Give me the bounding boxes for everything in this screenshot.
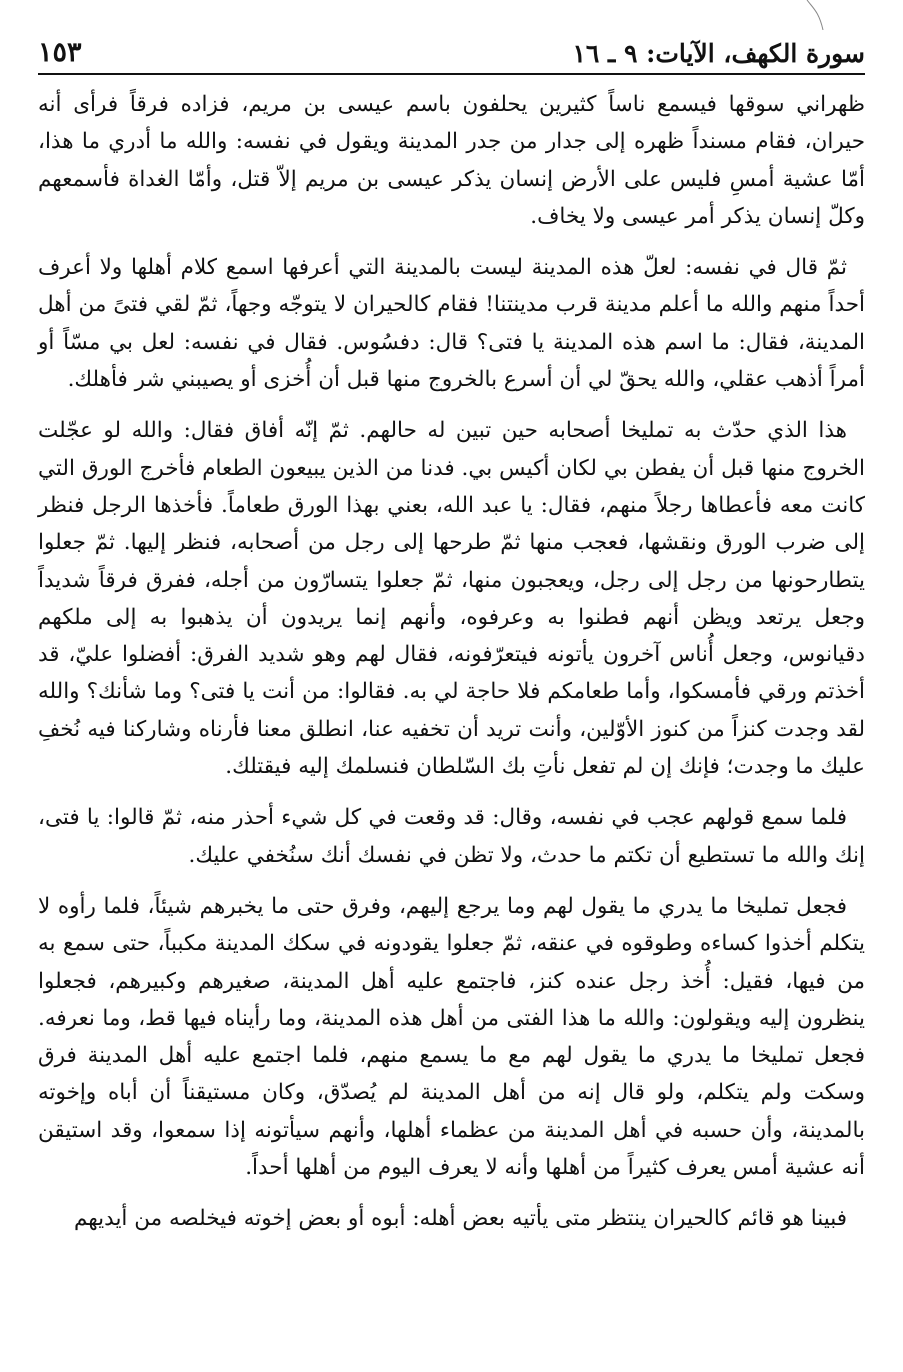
- paragraph: ثمّ قال في نفسه: لعلّ هذه المدينة ليست بالمدينة التي أعرفها اسمع كلام أهلها ولا أعرف أحداً منهم والله ما أعلم مدينة قرب مدينتنا! فقام كالحيران لا يتوجّه وجهاً، ثمّ لقي فتىً من أهل المدينة، فقال: ما اسم هذه المدينة يا فتى؟ قال: دفسُوس. فقال في نفسه: لعل بي مسّاً أو أمراً أذهب عقلي، والله يحقّ لي أن أسرع بالخروج منها قبل أن أُخزى أو يصيبني شر فأهلك.: [38, 255, 865, 393]
- paragraph: فلما سمع قولهم عجب في نفسه، وقال: قد وقعت في كل شيء أحذر منه، ثمّ قالوا: يا فتى، إنك والله ما تستطيع أن تكتم ما حدث، ولا تظن في نفسك أنك سنُخفي عليك.: [38, 805, 865, 868]
- page-number: ١٥٣: [38, 37, 82, 68]
- paragraph: ظهراني سوقها فيسمع ناساً كثيرين يحلفون باسم عيسى بن مريم، فزاده فرقاً فرأى أنه حيران، فقام مسنداً ظهره إلى جدار من جدر المدينة ويقول في نفسه: والله ما أدري ما هذا، أمّا عشية أمسِ فليس على الأرض إنسان يذكر عيسى بن مريم إلاّ قتل، وأمّا الغداة فأسمعهم وكلّ إنسان يذكر أمر عيسى ولا يخاف.: [38, 92, 865, 229]
- paragraph: فجعل تمليخا ما يدري ما يقول لهم وما يرجع إليهم، وفرق حتى ما يخبرهم شيئاً، فلما رأوه لا يتكلم أخذوا كساءه وطوقوه في عنقه، ثمّ جعلوا يقودونه في سكك المدينة مكبباً، حتى سمع به من فيها، فقيل: أُخذ رجل عنده كنز، فاجتمع عليه أهل المدينة، صغيرهم وكبيرهم، فجعلوا ينظرون إليه ويقولون: والله ما هذا الفتى من أهل هذه المدينة، وما رأيناه فيها قط، وما نعرفه. فجعل تمليخا ما يدري ما يقول لهم مع ما يسمع منهم، فلما اجتمع عليه أهل المدينة فرق وسكت ولم يتكلم، ولو قال إنه من أهل المدينة لم يُصدّق، وكان مستيقناً أن أباه وإخوته بالمدينة، وأن حسبه في أهل المدينة من عظماء أهلها، وأنهم سيأتونه إذا سمعوا، وقد استيقن أنه عشية أمس يعرف كثيراً من أهلها وأنه لا يعرف اليوم من أهلها أحداً.: [38, 893, 865, 1181]
- paragraph: فبينا هو قائم كالحيران ينتظر متى يأتيه بعض أهله: أبوه أو بعض إخوته فيخلصه من أيديهم: [73, 1206, 847, 1232]
- running-title: سورة الكهف، الآيات: ٩ ـ ١٦: [572, 39, 865, 68]
- page-header: [38, 22, 865, 74]
- paragraph: هذا الذي حدّث به تمليخا أصحابه حين تبين له حالهم. ثمّ إنّه أفاق فقال: والله لو عجّلت الخروج منها قبل أن يفطن بي لكان أكيس بي. فدنا من الذين يبيعون الطعام فأخرج الورق التي كانت معه فأعطاها رجلاً منهم، فقال: يا عبد الله، بعني بهذا الورق طعاماً. فأخذها الرجل فنظر إلى ضرب الورق ونقشها، فعجب منها ثمّ طرحها إلى رجل من أصحابه، فنظر إليها. ثمّ جعلوا يتطارحونها من رجل إلى رجل، ويعجبون منها، ثمّ جعلوا يتسارّون من أجله، ففرق فرقاً شديداً وجعل يرتعد ويظن أنهم فطنوا به وعرفوه، وأنهم إنما يريدون أن يذهبوا به إلى ملكهم دقيانوس، وجعل أُناس آخرون يأتونه فيتعرّفونه، فقال لهم وهو شديد الفرق: أفضلوا عليّ، قد أخذتم ورقي فأمسكوا، وأما طعامكم فلا حاجة لي به. فقالوا: من أنت يا فتى؟ وما شأنك؟ والله لقد وجدت كنزاً من كنوز الأوّلين، وأنت تريد أن تخفيه عنا، انطلق معنا فأرناه وشاركنا فيه نُخفِ عليك ما وجدت؛ فإنك إن لم تفعل نأتِ بك السّلطان فنسلمك إليه فيقتلك.: [38, 418, 865, 780]
- page-body: [38, 86, 865, 1362]
- header-rule: [38, 73, 865, 75]
